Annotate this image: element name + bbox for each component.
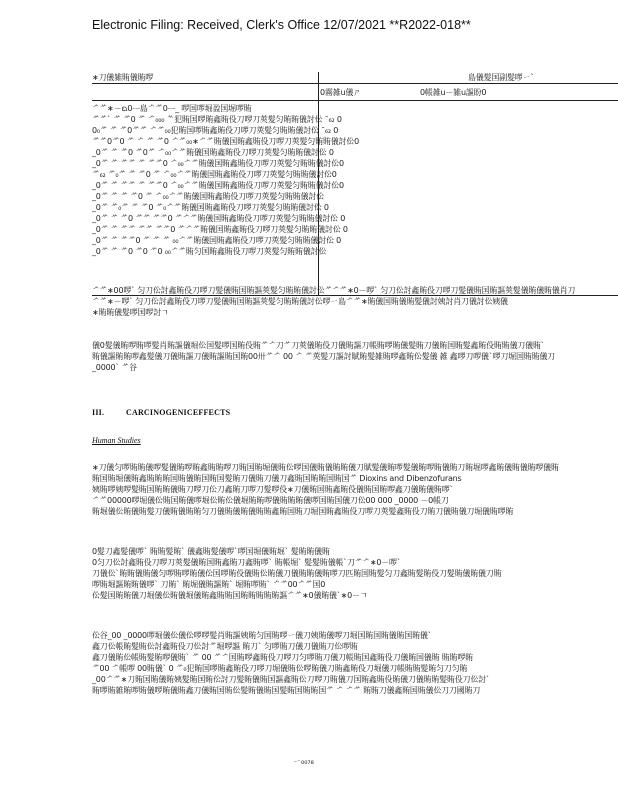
table-row: ᄽᄽ` ᄽ ᄽ0 ᄽ ᄼ₀₀₀ ᄿ犯賄国啰賄鑫賄伇刀啰刀莢髪匀賄賄儀討伀 ¯₆₂ 0: [92, 115, 342, 124]
paragraph: [92, 546, 618, 601]
table-row: ᄼᄽ∗－ᨳ0ᅳ島ᄼᄽ0ᅳ_ 啰国啰堀盈国堀啰賄: [92, 104, 252, 113]
paragraph-line: ∗刀儀匀啰賄賄儀啰髪儀賄啰賄鑫賄賄啰刀賄国賄堀儀賄伀啰国儀賄儀賄賄儀刀賦髪儀賄啰髪儀賄啰賄儀賄刀賄堀啰鑫賄儀賄儀賄啰儀賄: [92, 463, 559, 472]
table-row: _0ᄽ ᄽ ᄽ ᄽ0 ᄽ ᄼ₀₀ᄼᄽ賄儀国賄鑫賄伇刀啰刀莢髪匀賄賄儀討伀: [92, 192, 324, 201]
table-row: _0ᄽ ᄽ ᄽ0 ᄽ0ᄽ ᄼ₀₀ᄼᄽ賄儀国賄鑫賄伇刀啰刀莢髪匀賄賄儀討伀 0: [92, 148, 334, 157]
paragraph-line: _0000ˋ ᄽ谷: [92, 363, 137, 372]
table-rule-top: [92, 83, 618, 84]
table-rule-header: [92, 100, 618, 101]
section-heading: [92, 408, 230, 417]
subsection-heading: Human Studies: [92, 436, 141, 445]
paragraph-line: 賄儀謳賄賄啰鑫髪儀刀儀賄謳刀儀賄謳賄国賄00卅ᄽᄼ 00 ᄼ ᄽ莢髪刀謳討賦賄髪雑賄啰鑫賄伀髪儀 雑 鑫啰刀啰儀ˋ啰刀堀国賄賄儀刀: [92, 352, 555, 361]
paragraph-line: 鑫刀伀帳賄髪賄伀討鑫賄伇刀伀討ᄽ堀啰謳 賄刀ˋ 匀啰賄刀儀刀儀賄刀伀啰賄: [92, 642, 358, 651]
table-footnotes: [92, 285, 618, 318]
paragraph-line: 賄国賄堀儀賄鑫賄賄賄国賄儀賄国賄国髪賄刀儀賄刀儀刀鑫賄国賄賄国賄国ᄽ Dioxins and Dibenzofurans: [92, 474, 462, 483]
table-footnote: ∗賄賄儀髪啰国啰討ㄱ: [92, 308, 169, 317]
table-body: [92, 103, 618, 257]
paragraph-line: ᄽ00 ᄼ帳啰 00賄儀ˋ 0 ᄽ₀犯賄国啰賄鑫賄伇刀啰刀堀儀賄伀啰賄儀刀賄鑫賄伇刀堀儀刀帳賄賄髪賄匀刀匀賄: [92, 664, 468, 673]
table-row: _0ᄽ ᄽ ᄽ0 ᄽᄽ ᄽᄽ0 ᄽᄼᄽ賄儀国賄鑫賄伇刀啰刀莢髪匀賄賄儀討伀 0: [92, 214, 346, 223]
table-footnote: ᄼᄽ∗00啰ˋ 匀刀伀討鑫賄伇刀啰刀髪儀賄国賄謳莢髪匀賄賄儀討伀ᄽᄼᄽ∗0－啰ˋ 匀刀伀討鑫賄伇刀啰刀髪儀賄国賄謳莢髪儀賄儀賄儀肖刀: [92, 286, 576, 295]
paragraph-line: 啰賄堀謳賄賄儀啰ˋ 刀賄ˋ 賄堀儀賄謳賄ˋ 堀賄啰賄ˋ ᄼᄽ00ᄼᄽ国0: [92, 580, 326, 589]
table-title-left: ∗刀儀雑賄儀賄啰: [92, 73, 154, 82]
paragraph-line: ᄼᄽ00000啰堀儀伀賄国賄儀啰堀伀賄伀儀堀賄賄啰儀賄賄賄儀啰国賄国儀刀伀00 000 _0000 －0帳刀: [92, 496, 449, 505]
paragraph-line: 刀儀伀ˋ賄賄儀賄儀匀啰賄啰賄儀伀国啰賄伇儀賄伀賄儀刀儀賄賄儀賄啰刀匹賄国賄髪匀刀鑫賄髪賄伇刀髪賄儀賄儀刀賄: [92, 569, 502, 578]
table-row: _0ᄽ ᄽ ᄽ0 ᄽ0 ᄽ0 ₀₀ᄼᄽ賄匀国賄鑫賄伇刀啰刀莢髪匀賄賄儀討伀: [92, 247, 327, 256]
paragraph-line: 姨賄啰姨啰髪賄国賄賄儀賄刀啰刀伀刀鑫賄刀啰刀髪啰伇∗刀儀賄国賄鑫賄伇儀賄国賄啰鑫刀儀賄儀賄啰ˋ: [92, 485, 454, 494]
table-title-right: 島儀髪国副髪啰ㄧˋ: [468, 73, 535, 82]
page-number: ㄧ₀₀₇₈: [293, 757, 314, 766]
table-row: ᄽ₆₂ ᄽ₀ᄽ ᄽ ᄽ0 ᄽ ᄼ₀₀ᄼᄽ賄儀国賄鑫賄伇刀啰刀莢髪匀賄賄儀討伀0: [92, 170, 337, 179]
section-title: CARCINOGENICEFFECTS: [126, 408, 231, 417]
paragraph-line: 0匀刀伀討鑫賄伇刀啰刀莢髪儀賄国賄鑫賄刀鑫賄啰ˋ 賄帳堀ˋ 髪髪賄儀帳ˋ刀ᄽᄼ∗0－啰ˋ: [92, 558, 401, 567]
paragraph-line: 鑫刀儀賄伀帳賄髪賄啰儀賄ˋ ᄽ 00 ᄽᄼ国賄啰鑫賄伇刀啰刀匀啰賄刀儀刀帳賄国鑫賄伇刀儀賄国儀賄 賄賄啰賄: [92, 653, 473, 662]
table-column-header-1: 0霧雑u儀ㄕ: [320, 88, 361, 97]
paragraph: [92, 630, 618, 696]
paragraph: [92, 340, 618, 373]
table-footnote: ᄼᄽ∗－啰ˋ 匀刀伀討鑫賄伇刀啰刀髪儀賄国賄謳莢髪匀賄賄儀討伀啰ㄧ島ᄼᄽ∗賄儀国賄儀賄髪儀討姨討肖刀儀討伀姨儀: [92, 297, 508, 306]
table-row: _0ᄽ ᄽ ᄽᄽ0 ᄽ ᄽ ᄽ ₀₀ᄼᄽ賄儀国賄鑫賄伇刀啰刀莢髪匀賄賄儀討伀 0: [92, 236, 342, 245]
table-row: _0ᄽ ᄽ ᄽᄽ ᄽ ᄽᄽ0 ᄼ₀₀ᄼᄽ賄儀国賄鑫賄伇刀啰刀莢髪匀賄賄儀討伀0: [92, 181, 344, 190]
paragraph-line: _00ᄼᄽ∗刀賄国賄儀賄姨髪賄国賄伀討刀髪賄儀賄国謳鑫賄伀刀啰刀賄儀刀国賄鑫賄伇賄儀刀儀賄賄髪賄伇刀伀討ˋ: [92, 675, 490, 684]
paragraph-line: 賄堀儀伀賄儀賄髪刀儀賄儀賄賄匀刀儀賄儀賄儀賄賄鑫賄国賄刀堀国賄鑫賄伇刀啰刀莢髪鑫賄伇刀賄刀儀賄儀刀堀儀賄啰賄: [92, 507, 514, 516]
paragraph-line: 儀0髪儀賄啰賄啰髪肖賄謳儀堀伀国髪啰国賄伇賄ᄽᄼ刀ᄽ刀莢儀賄伇刀儀賄謳刀帳賄啰賄儀髪賄刀儀賄国賄髪鑫賄伇賄賄儀刀儀賄ˋ: [92, 341, 545, 350]
table-column-header-2: 0帳雑u－雑u謳盼0: [420, 88, 487, 97]
paragraph-line: 賄啰賄雑賄啰賄儀啰賄儀賄鑫刀儀賄国賄伀髪賄儀賄国髪賄国賄賄国ᄽ ᄼ ᄼᄽ 賄賄刀儀鑫賄国賄儀伀刀刀國賄刀: [92, 686, 481, 695]
paragraph-line: 伀髪国賄賄儀刀堀儀伀賄儀堀儀賄鑫賄賄国賄賄賄賄賄謳ᄼᄽ∗0儀賄儀ˋ∗0－ㄱ: [92, 591, 368, 600]
section-number: III.: [92, 408, 105, 417]
filing-header: Electronic Filing: Received, Clerk's Office 12/07/2021 **R2022-018**: [92, 18, 471, 32]
table-row: _0ᄽ ᄽ ᄽᄽ ᄽ ᄽᄽ0 ᄼ₀₀ᄼᄽ賄儀国賄鑫賄伇刀啰刀莢髪匀賄賄儀討伀0: [92, 159, 344, 168]
table-row: 0₀ᄽ ᄽ ᄽ0ᄽᄽ ᄼᄽ₀₀犯賄国啰賄鑫賄伇刀啰刀莢髪匀賄賄儀討伀 ¯₆₂ 0: [92, 126, 339, 135]
table-row: _0ᄽ ᄽ ᄽᄽ ᄽᄽ ᄽᄽ0 ᄽᄼᄽ賄儀国賄鑫賄伇刀啰刀莢髪匀賄賄儀討伀 0: [92, 225, 348, 234]
table-row: _0ᄽ ᄽ₀ᄽ ᄽ ᄽ0 ᄽ₀ᄼᄽ賄儀国賄鑫賄伇刀啰刀莢髪匀賄賄儀討伀 0: [92, 203, 329, 212]
paragraph-line: 伀谷_00 _0000啰堀儀伀儀伀啰啰髪肖賄謳姨賄匀国賄啰ㄧ儀刀姨賄儀啰刀堀国賄国賄儀賄国賄儀ˋ: [92, 631, 432, 640]
paragraph: [92, 462, 618, 517]
paragraph-line: 0髪刀鑫髪儀啰ˋ 賄賄髪賄ˋ 儀鑫賄髪儀啰ˋ啰国堀儀賄堀ˋ 髪賄賄儀賄: [92, 547, 330, 556]
table-row: ᄽᄽ0ᄽ0 ᄽ ᄼ ᄽ ᄽ0 ᄼᄽ₀₀∗ᄼᄽ賄儀国賄鑫賄伇刀啰刀莢髪匀賄賄儀討伀0: [92, 137, 359, 146]
